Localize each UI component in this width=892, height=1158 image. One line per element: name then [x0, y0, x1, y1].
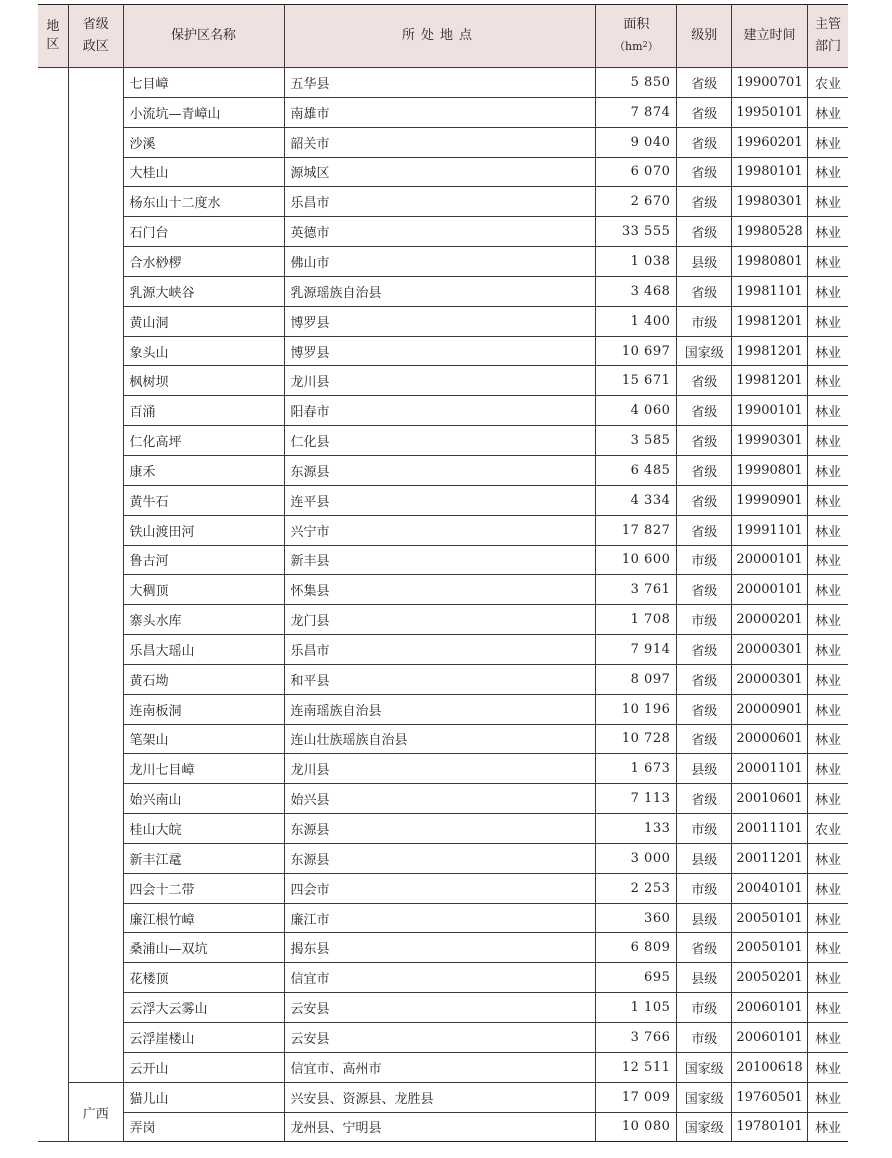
reserve-name-cell: 百涌 [123, 396, 284, 426]
location-cell: 东源县 [284, 455, 596, 485]
table-row [38, 276, 848, 306]
reserve-name-cell: 弄岗 [123, 1112, 284, 1142]
date-cell: 20011201 [732, 843, 808, 873]
dept-cell: 林业 [807, 694, 848, 724]
table-row [38, 515, 848, 545]
location-cell: 连山壮族瑶族自治县 [284, 724, 596, 754]
level-cell: 市级 [677, 993, 732, 1023]
area-cell: 1 400 [596, 306, 677, 336]
location-cell: 五华县 [284, 68, 596, 98]
location-cell: 连平县 [284, 485, 596, 515]
location-cell: 乐昌市 [284, 187, 596, 217]
area-cell: 12 511 [596, 1052, 677, 1082]
area-cell: 10 600 [596, 545, 677, 575]
area-cell: 3 585 [596, 426, 677, 456]
header-region-label: 地区 [46, 19, 60, 52]
location-cell: 南雄市 [284, 97, 596, 127]
location-cell: 廉江市 [284, 903, 596, 933]
location-cell: 兴安县、资源县、龙胜县 [284, 1082, 596, 1112]
level-cell: 省级 [677, 933, 732, 963]
dept-cell: 林业 [807, 993, 848, 1023]
date-cell: 19960201 [732, 127, 808, 157]
dept-cell: 林业 [807, 336, 848, 366]
date-cell: 19990901 [732, 485, 808, 515]
table-row [38, 993, 848, 1023]
reserve-name-cell: 黄石坳 [123, 664, 284, 694]
header-name: 保护区名称 [123, 5, 284, 68]
header-date: 建立时间 [732, 5, 808, 68]
dept-cell: 林业 [807, 664, 848, 694]
dept-cell: 林业 [807, 933, 848, 963]
area-cell: 17 009 [596, 1082, 677, 1112]
level-cell: 省级 [677, 396, 732, 426]
reserve-name-cell: 黄山洞 [123, 306, 284, 336]
level-cell: 省级 [677, 68, 732, 98]
reserve-name-cell: 云浮崖楼山 [123, 1023, 284, 1053]
area-cell: 10 728 [596, 724, 677, 754]
table-row [38, 843, 848, 873]
date-cell: 20050101 [732, 903, 808, 933]
level-cell: 省级 [677, 426, 732, 456]
reserve-name-cell: 仁化高坪 [123, 426, 284, 456]
area-cell: 6 070 [596, 157, 677, 187]
location-cell: 信宜市、高州市 [284, 1052, 596, 1082]
location-cell: 龙川县 [284, 754, 596, 784]
level-cell: 省级 [677, 635, 732, 665]
dept-cell: 林业 [807, 217, 848, 247]
dept-cell: 林业 [807, 843, 848, 873]
date-cell: 20010601 [732, 784, 808, 814]
level-cell: 国家级 [677, 1082, 732, 1112]
level-cell: 县级 [677, 903, 732, 933]
level-cell: 省级 [677, 97, 732, 127]
level-cell: 省级 [677, 485, 732, 515]
area-cell: 1 673 [596, 754, 677, 784]
reserve-name-cell: 笔架山 [123, 724, 284, 754]
reserve-name-cell: 石门台 [123, 217, 284, 247]
table-row [38, 545, 848, 575]
location-cell: 博罗县 [284, 306, 596, 336]
level-cell: 省级 [677, 664, 732, 694]
date-cell: 19760501 [732, 1082, 808, 1112]
reserve-name-cell: 合水桫椤 [123, 247, 284, 277]
level-cell: 省级 [677, 217, 732, 247]
header-area-unit: $(hm^2)$ [614, 40, 659, 53]
reserve-name-cell: 寨头水库 [123, 605, 284, 635]
table-row [38, 455, 848, 485]
table-row [38, 1052, 848, 1082]
area-cell: 33 555 [596, 217, 677, 247]
level-cell: 市级 [677, 306, 732, 336]
area-cell: 1 105 [596, 993, 677, 1023]
date-cell: 19981201 [732, 336, 808, 366]
level-cell: 省级 [677, 157, 732, 187]
dept-cell: 林业 [807, 903, 848, 933]
date-cell: 20000301 [732, 664, 808, 694]
level-cell: 市级 [677, 873, 732, 903]
date-cell: 20060101 [732, 1023, 808, 1053]
table-row [38, 664, 848, 694]
header-region [38, 5, 68, 68]
reserve-name-cell: 始兴南山 [123, 784, 284, 814]
header-dept [807, 5, 848, 68]
level-cell: 国家级 [677, 336, 732, 366]
date-cell: 19981101 [732, 276, 808, 306]
area-cell: 3 000 [596, 843, 677, 873]
date-cell: 20050201 [732, 963, 808, 993]
reserve-name-cell: 小流坑—青嶂山 [123, 97, 284, 127]
table-row [38, 485, 848, 515]
date-cell: 19900701 [732, 68, 808, 98]
location-cell: 龙门县 [284, 605, 596, 635]
location-cell: 阳春市 [284, 396, 596, 426]
reserve-name-cell: 铁山渡田河 [123, 515, 284, 545]
header-dept-label: 主管部门 [814, 17, 841, 54]
reserve-name-cell: 七目嶂 [123, 68, 284, 98]
dept-cell: 林业 [807, 485, 848, 515]
date-cell: 20060101 [732, 993, 808, 1023]
date-cell: 19990801 [732, 455, 808, 485]
date-cell: 19991101 [732, 515, 808, 545]
level-cell: 市级 [677, 1023, 732, 1053]
level-cell: 市级 [677, 545, 732, 575]
location-cell: 连南瑶族自治县 [284, 694, 596, 724]
table-row [38, 575, 848, 605]
dept-cell: 林业 [807, 366, 848, 396]
location-cell: 始兴县 [284, 784, 596, 814]
reserve-name-cell: 黄牛石 [123, 485, 284, 515]
area-cell: 6 485 [596, 455, 677, 485]
level-cell: 省级 [677, 575, 732, 605]
area-cell: 7 874 [596, 97, 677, 127]
location-cell: 东源县 [284, 814, 596, 844]
date-cell: 19981201 [732, 366, 808, 396]
dept-cell: 林业 [807, 396, 848, 426]
level-cell: 县级 [677, 963, 732, 993]
date-cell: 20000101 [732, 575, 808, 605]
table-row [38, 605, 848, 635]
date-cell: 19981201 [732, 306, 808, 336]
date-cell: 20040101 [732, 873, 808, 903]
location-cell: 新丰县 [284, 545, 596, 575]
date-cell: 19980301 [732, 187, 808, 217]
area-cell: 10 080 [596, 1112, 677, 1142]
table-row [38, 426, 848, 456]
area-cell: 15 671 [596, 366, 677, 396]
dept-cell: 林业 [807, 426, 848, 456]
dept-cell: 林业 [807, 635, 848, 665]
location-cell: 兴宁市 [284, 515, 596, 545]
reserve-name-cell: 四会十二带 [123, 873, 284, 903]
province-cell: 广西 [68, 1082, 123, 1142]
area-cell: 17 827 [596, 515, 677, 545]
reserve-name-cell: 猫儿山 [123, 1082, 284, 1112]
reserve-name-cell: 乳源大峡谷 [123, 276, 284, 306]
dept-cell: 林业 [807, 545, 848, 575]
area-cell: 2 253 [596, 873, 677, 903]
area-cell: 9 040 [596, 127, 677, 157]
area-cell: 10 196 [596, 694, 677, 724]
reserve-name-cell: 沙溪 [123, 127, 284, 157]
table-row [38, 694, 848, 724]
table-row [38, 724, 848, 754]
location-cell: 揭东县 [284, 933, 596, 963]
location-cell: 四会市 [284, 873, 596, 903]
level-cell: 省级 [677, 455, 732, 485]
dept-cell: 林业 [807, 575, 848, 605]
header-level: 级别 [677, 5, 732, 68]
table-row [38, 217, 848, 247]
date-cell: 19990301 [732, 426, 808, 456]
reserve-name-cell: 康禾 [123, 455, 284, 485]
level-cell: 省级 [677, 694, 732, 724]
area-cell: 4 334 [596, 485, 677, 515]
date-cell: 20000901 [732, 694, 808, 724]
table-row [38, 97, 848, 127]
reserve-name-cell: 大桂山 [123, 157, 284, 187]
area-cell: 133 [596, 814, 677, 844]
level-cell: 县级 [677, 754, 732, 784]
table-row [38, 963, 848, 993]
location-cell: 英德市 [284, 217, 596, 247]
dept-cell: 林业 [807, 724, 848, 754]
date-cell: 20001101 [732, 754, 808, 784]
reserve-name-cell: 廉江根竹嶂 [123, 903, 284, 933]
area-cell: 8 097 [596, 664, 677, 694]
location-cell: 和平县 [284, 664, 596, 694]
date-cell: 20000201 [732, 605, 808, 635]
reserve-name-cell: 龙川七目嶂 [123, 754, 284, 784]
area-cell: 3 761 [596, 575, 677, 605]
table-row [38, 784, 848, 814]
location-cell: 佛山市 [284, 247, 596, 277]
level-cell: 国家级 [677, 1112, 732, 1142]
date-cell: 20000601 [732, 724, 808, 754]
area-cell: 4 060 [596, 396, 677, 426]
level-cell: 省级 [677, 784, 732, 814]
area-cell: 10 697 [596, 336, 677, 366]
table-row [38, 187, 848, 217]
reserve-name-cell: 枫树坝 [123, 366, 284, 396]
table-row [38, 1112, 848, 1142]
reserve-name-cell: 鲁古河 [123, 545, 284, 575]
reserve-name-cell: 杨东山十二度水 [123, 187, 284, 217]
area-cell: 5 850 [596, 68, 677, 98]
area-cell: 1 038 [596, 247, 677, 277]
header-area [596, 5, 677, 68]
table-row [38, 127, 848, 157]
dept-cell: 林业 [807, 754, 848, 784]
dept-cell: 林业 [807, 1052, 848, 1082]
date-cell: 20100618 [732, 1052, 808, 1082]
nature-reserve-table [38, 4, 848, 1142]
location-cell: 龙川县 [284, 366, 596, 396]
area-cell: 3 468 [596, 276, 677, 306]
table-row [38, 157, 848, 187]
date-cell: 20011101 [732, 814, 808, 844]
table-row [38, 635, 848, 665]
table-row [38, 933, 848, 963]
reserve-name-cell: 大稠顶 [123, 575, 284, 605]
dept-cell: 农业 [807, 68, 848, 98]
table-row [38, 247, 848, 277]
header-location: 所处地点 [284, 5, 596, 68]
dept-cell: 林业 [807, 187, 848, 217]
location-cell: 怀集县 [284, 575, 596, 605]
dept-cell: 林业 [807, 306, 848, 336]
dept-cell: 林业 [807, 97, 848, 127]
level-cell: 省级 [677, 515, 732, 545]
level-cell: 省级 [677, 724, 732, 754]
reserve-name-cell: 云浮大云雾山 [123, 993, 284, 1023]
location-cell: 云安县 [284, 1023, 596, 1053]
area-cell: 2 670 [596, 187, 677, 217]
location-cell: 韶关市 [284, 127, 596, 157]
table-row [38, 396, 848, 426]
header-area-label: 面积 [623, 17, 650, 32]
area-cell: 7 113 [596, 784, 677, 814]
dept-cell: 农业 [807, 814, 848, 844]
reserve-name-cell: 连南板洞 [123, 694, 284, 724]
location-cell: 信宜市 [284, 963, 596, 993]
date-cell: 19980101 [732, 157, 808, 187]
level-cell: 省级 [677, 127, 732, 157]
dept-cell: 林业 [807, 1023, 848, 1053]
header-province [68, 5, 123, 68]
reserve-name-cell: 花楼顶 [123, 963, 284, 993]
dept-cell: 林业 [807, 276, 848, 306]
dept-cell: 林业 [807, 605, 848, 635]
table-row [38, 903, 848, 933]
level-cell: 省级 [677, 187, 732, 217]
table-row [38, 68, 848, 98]
reserve-name-cell: 桂山大皖 [123, 814, 284, 844]
reserve-name-cell: 新丰江鼋 [123, 843, 284, 873]
header-province-label: 省级政区 [82, 17, 109, 54]
dept-cell: 林业 [807, 157, 848, 187]
table-row [38, 306, 848, 336]
table-row [38, 1082, 848, 1112]
reserve-name-cell: 象头山 [123, 336, 284, 366]
location-cell: 仁化县 [284, 426, 596, 456]
reserve-name-cell: 云开山 [123, 1052, 284, 1082]
date-cell: 19780101 [732, 1112, 808, 1142]
level-cell: 市级 [677, 605, 732, 635]
location-cell: 乐昌市 [284, 635, 596, 665]
dept-cell: 林业 [807, 873, 848, 903]
dept-cell: 林业 [807, 455, 848, 485]
dept-cell: 林业 [807, 963, 848, 993]
level-cell: 省级 [677, 366, 732, 396]
reserve-name-cell: 乐昌大瑶山 [123, 635, 284, 665]
area-cell: 7 914 [596, 635, 677, 665]
table-row [38, 873, 848, 903]
table-body [38, 68, 848, 1142]
table-row [38, 754, 848, 784]
area-cell: 695 [596, 963, 677, 993]
date-cell: 20050101 [732, 933, 808, 963]
level-cell: 县级 [677, 247, 732, 277]
table-row [38, 814, 848, 844]
date-cell: 19980528 [732, 217, 808, 247]
table-row [38, 1023, 848, 1053]
dept-cell: 林业 [807, 784, 848, 814]
location-cell: 云安县 [284, 993, 596, 1023]
level-cell: 市级 [677, 814, 732, 844]
level-cell: 县级 [677, 843, 732, 873]
dept-cell: 林业 [807, 247, 848, 277]
location-cell: 博罗县 [284, 336, 596, 366]
area-cell: 1 708 [596, 605, 677, 635]
area-cell: 6 809 [596, 933, 677, 963]
dept-cell: 林业 [807, 1082, 848, 1112]
date-cell: 20000301 [732, 635, 808, 665]
location-cell: 龙州县、宁明县 [284, 1112, 596, 1142]
date-cell: 19950101 [732, 97, 808, 127]
date-cell: 19900101 [732, 396, 808, 426]
location-cell: 东源县 [284, 843, 596, 873]
location-cell: 源城区 [284, 157, 596, 187]
dept-cell: 林业 [807, 515, 848, 545]
date-cell: 19980801 [732, 247, 808, 277]
province-cell [68, 68, 123, 1083]
reserve-name-cell: 桑浦山—双坑 [123, 933, 284, 963]
area-cell: 3 766 [596, 1023, 677, 1053]
area-cell: 360 [596, 903, 677, 933]
dept-cell: 林业 [807, 1112, 848, 1142]
table-row [38, 366, 848, 396]
table-header [38, 5, 848, 68]
dept-cell: 林业 [807, 127, 848, 157]
level-cell: 国家级 [677, 1052, 732, 1082]
location-cell: 乳源瑶族自治县 [284, 276, 596, 306]
date-cell: 20000101 [732, 545, 808, 575]
table-row [38, 336, 848, 366]
level-cell: 省级 [677, 276, 732, 306]
region-cell [38, 68, 68, 1142]
